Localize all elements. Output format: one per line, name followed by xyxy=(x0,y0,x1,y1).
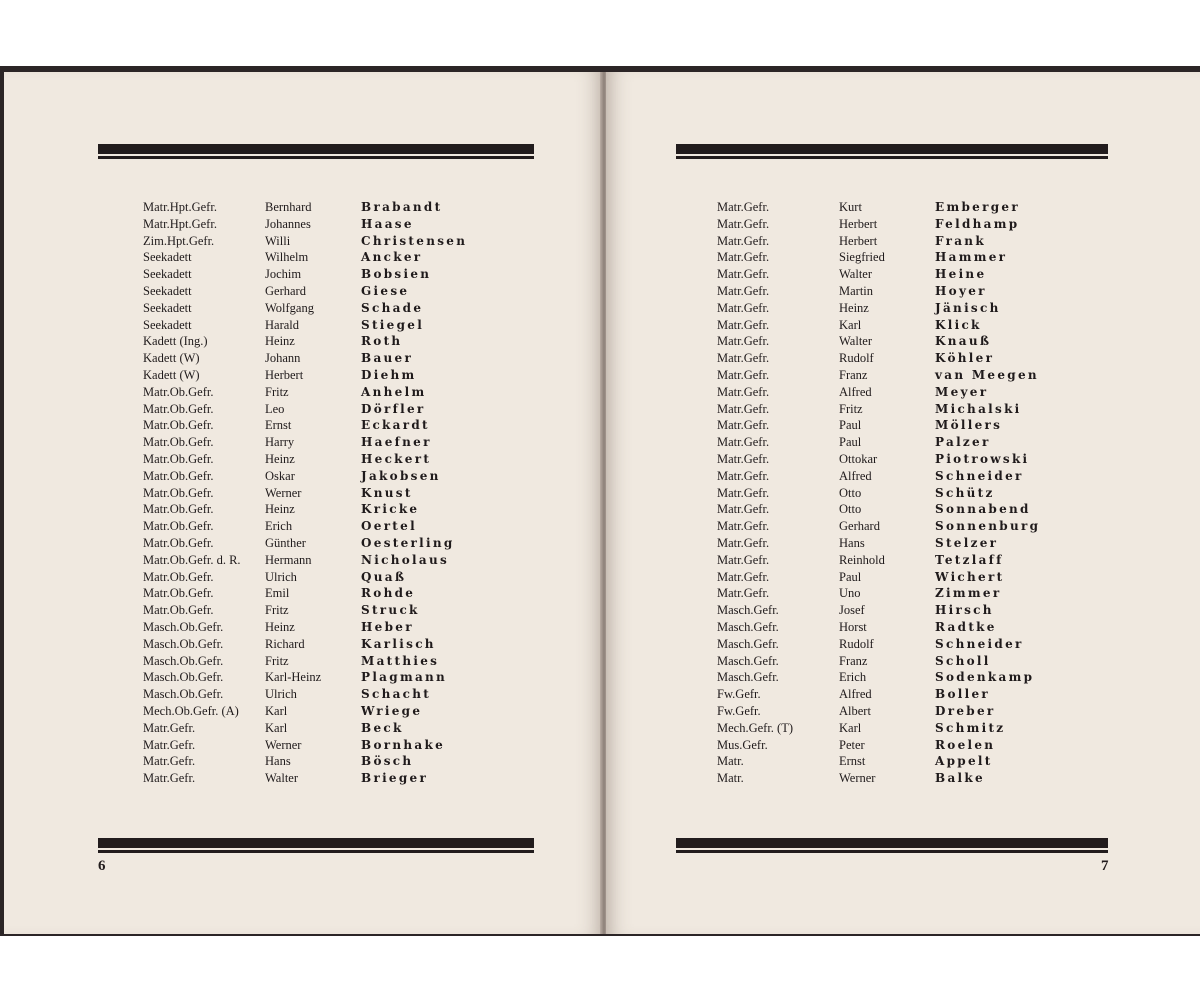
roster-first-name: Ernst xyxy=(839,754,866,769)
roster-row xyxy=(717,367,1040,384)
roster-surname: Klick xyxy=(935,317,982,332)
roster-rank: Masch.Ob.Gefr. xyxy=(143,619,224,634)
roster-surname: Jänisch xyxy=(935,300,1001,315)
roster-rank: Matr.Gefr. xyxy=(143,754,196,769)
roster-first-name: Ulrich xyxy=(265,687,297,702)
roster-row xyxy=(717,485,1040,502)
roster-first-name: Oskar xyxy=(265,468,295,483)
page-number: 7 xyxy=(1101,858,1109,874)
roster-first-name: Karl xyxy=(265,720,288,735)
crew-roster-left xyxy=(143,199,467,787)
roster-surname: Sodenkamp xyxy=(935,670,1035,685)
roster-row xyxy=(717,737,1040,754)
roster-surname: Oesterling xyxy=(361,535,455,550)
roster-surname: Kricke xyxy=(361,502,420,517)
roster-row xyxy=(143,737,467,754)
roster-row xyxy=(717,333,1040,350)
roster-surname: Feldhamp xyxy=(935,216,1020,231)
roster-surname: Schade xyxy=(361,300,424,315)
roster-rank: Matr.Gefr. xyxy=(717,216,770,231)
roster-first-name: Werner xyxy=(265,737,302,752)
roster-first-name: Fritz xyxy=(265,653,289,668)
roster-row xyxy=(143,770,467,787)
roster-row xyxy=(717,468,1040,485)
roster-first-name: Wilhelm xyxy=(265,250,309,265)
roster-surname: Schmitz xyxy=(935,720,1006,735)
roster-first-name: Alfred xyxy=(839,384,872,399)
roster-surname: van Meegen xyxy=(935,367,1039,382)
roster-first-name: Peter xyxy=(839,737,865,752)
roster-rank: Matr.Ob.Gefr. xyxy=(143,569,214,584)
roster-row xyxy=(143,350,467,367)
roster-surname: Roth xyxy=(361,334,403,349)
roster-row xyxy=(717,384,1040,401)
roster-row xyxy=(143,485,467,502)
roster-surname: Knust xyxy=(361,485,413,500)
roster-row xyxy=(717,720,1040,737)
roster-row xyxy=(143,552,467,569)
roster-surname: Boller xyxy=(935,687,991,702)
roster-surname: Frank xyxy=(935,233,986,248)
roster-first-name: Heinz xyxy=(839,300,869,315)
roster-surname: Hoyer xyxy=(935,283,987,298)
roster-row xyxy=(143,300,467,317)
roster-surname: Struck xyxy=(361,603,420,618)
roster-row xyxy=(717,317,1040,334)
roster-rank: Matr.Gefr. xyxy=(717,418,770,433)
roster-rank: Matr.Gefr. xyxy=(717,233,770,248)
roster-rank: Masch.Ob.Gefr. xyxy=(143,636,224,651)
roster-first-name: Johannes xyxy=(265,216,311,231)
roster-surname: Wichert xyxy=(935,569,1005,584)
roster-rank: Seekadett xyxy=(143,300,192,315)
roster-first-name: Otto xyxy=(839,485,862,500)
roster-rank: Matr.Gefr. xyxy=(717,569,770,584)
roster-first-name: Karl xyxy=(839,720,862,735)
roster-rank: Seekadett xyxy=(143,267,192,282)
roster-surname: Diehm xyxy=(361,367,417,382)
roster-first-name: Karl-Heinz xyxy=(265,670,322,685)
roster-surname: Jakobsen xyxy=(361,468,441,483)
roster-surname: Radtke xyxy=(935,619,997,634)
roster-first-name: Paul xyxy=(839,569,862,584)
roster-rank: Matr.Gefr. xyxy=(717,283,770,298)
roster-rank: Fw.Gefr. xyxy=(717,687,761,702)
roster-first-name: Walter xyxy=(839,267,873,282)
roster-surname: Quaß xyxy=(361,569,407,584)
roster-rank: Matr.Ob.Gefr. xyxy=(143,586,214,601)
roster-rank: Matr.Gefr. xyxy=(717,267,770,282)
roster-rank: Matr.Gefr. xyxy=(717,451,770,466)
roster-rank: Matr.Ob.Gefr. xyxy=(143,603,214,618)
roster-surname: Zimmer xyxy=(935,586,1002,601)
roster-surname: Schacht xyxy=(361,687,432,702)
roster-first-name: Johann xyxy=(265,351,301,366)
roster-row xyxy=(717,451,1040,468)
roster-first-name: Rudolf xyxy=(839,636,874,651)
roster-first-name: Paul xyxy=(839,418,862,433)
roster-first-name: Erich xyxy=(265,519,293,534)
roster-row xyxy=(143,669,467,686)
roster-row xyxy=(143,569,467,586)
roster-first-name: Hans xyxy=(839,535,865,550)
roster-surname: Heber xyxy=(361,619,414,634)
roster-rank: Matr.Ob.Gefr. xyxy=(143,502,214,517)
roster-surname: Bauer xyxy=(361,351,414,366)
roster-rank: Matr.Gefr. xyxy=(143,771,196,786)
roster-row xyxy=(717,770,1040,787)
roster-row xyxy=(717,401,1040,418)
roster-rank: Matr. xyxy=(717,771,744,786)
roster-rank: Masch.Gefr. xyxy=(717,670,779,685)
roster-rank: Kadett (Ing.) xyxy=(143,334,208,349)
roster-surname: Dörfler xyxy=(361,401,426,416)
roster-surname: Sonnenburg xyxy=(935,519,1041,534)
roster-surname: Oertel xyxy=(361,519,417,534)
roster-surname: Meyer xyxy=(935,384,989,399)
roster-row xyxy=(143,653,467,670)
roster-rank: Seekadett xyxy=(143,317,192,332)
roster-rank: Fw.Gefr. xyxy=(717,703,761,718)
roster-surname: Schneider xyxy=(935,468,1024,483)
roster-surname: Hirsch xyxy=(935,603,994,618)
roster-row xyxy=(717,552,1040,569)
roster-row xyxy=(143,468,467,485)
roster-row xyxy=(143,317,467,334)
roster-row xyxy=(143,501,467,518)
roster-surname: Heine xyxy=(935,267,987,282)
roster-rank: Matr.Gefr. xyxy=(717,586,770,601)
roster-row xyxy=(143,434,467,451)
roster-first-name: Karl xyxy=(265,703,288,718)
roster-rank: Matr.Gefr. xyxy=(717,367,770,382)
roster-row xyxy=(143,602,467,619)
roster-first-name: Otto xyxy=(839,502,862,517)
roster-first-name: Jochim xyxy=(265,267,302,282)
roster-surname: Beck xyxy=(361,720,404,735)
roster-first-name: Werner xyxy=(265,485,302,500)
roster-row xyxy=(717,585,1040,602)
roster-rank: Mech.Gefr. (T) xyxy=(717,720,794,735)
roster-rank: Matr.Gefr. xyxy=(717,468,770,483)
roster-row xyxy=(717,569,1040,586)
roster-rank: Matr.Ob.Gefr. d. R. xyxy=(143,552,241,567)
roster-first-name: Herbert xyxy=(265,367,304,382)
roster-rank: Masch.Ob.Gefr. xyxy=(143,670,224,685)
open-book xyxy=(0,66,1200,936)
roster-rank: Masch.Gefr. xyxy=(717,653,779,668)
roster-row xyxy=(717,216,1040,233)
roster-first-name: Richard xyxy=(265,636,305,651)
roster-rank: Matr.Gefr. xyxy=(717,384,770,399)
roster-first-name: Fritz xyxy=(839,401,863,416)
roster-surname: Scholl xyxy=(935,653,991,668)
roster-row xyxy=(143,367,467,384)
roster-surname: Stiegel xyxy=(361,317,425,332)
roster-surname: Hammer xyxy=(935,250,1008,265)
roster-first-name: Werner xyxy=(839,771,876,786)
roster-surname: Wriege xyxy=(361,703,423,718)
roster-first-name: Karl xyxy=(839,317,862,332)
roster-surname: Christensen xyxy=(361,233,468,248)
roster-rank: Matr.Ob.Gefr. xyxy=(143,418,214,433)
roster-rank: Matr.Gefr. xyxy=(717,317,770,332)
roster-surname: Roelen xyxy=(935,737,996,752)
roster-rank: Mus.Gefr. xyxy=(717,737,768,752)
roster-row xyxy=(143,384,467,401)
roster-row xyxy=(717,686,1040,703)
roster-row xyxy=(717,266,1040,283)
roster-row xyxy=(717,199,1040,216)
roster-rank: Matr.Ob.Gefr. xyxy=(143,519,214,534)
roster-first-name: Heinz xyxy=(265,502,295,517)
roster-surname: Rohde xyxy=(361,586,416,601)
roster-rank: Matr.Gefr. xyxy=(717,535,770,550)
roster-row xyxy=(143,720,467,737)
roster-rank: Zim.Hpt.Gefr. xyxy=(143,233,215,248)
roster-surname: Heckert xyxy=(361,451,432,466)
roster-rank: Matr.Gefr. xyxy=(717,351,770,366)
roster-surname: Piotrowski xyxy=(935,451,1030,466)
roster-rank: Matr.Gefr. xyxy=(717,502,770,517)
roster-first-name: Herbert xyxy=(839,233,878,248)
roster-row xyxy=(143,216,467,233)
roster-first-name: Harry xyxy=(265,435,295,450)
bottom-rule xyxy=(676,838,1108,850)
roster-rank: Matr.Gefr. xyxy=(717,250,770,265)
roster-rank: Matr.Gefr. xyxy=(143,720,196,735)
roster-rank: Matr.Ob.Gefr. xyxy=(143,485,214,500)
roster-first-name: Erich xyxy=(839,670,867,685)
roster-row xyxy=(717,434,1040,451)
roster-surname: Anhelm xyxy=(361,384,427,399)
roster-rank: Masch.Gefr. xyxy=(717,619,779,634)
roster-first-name: Franz xyxy=(839,367,868,382)
roster-rank: Matr.Gefr. xyxy=(717,300,770,315)
roster-rank: Masch.Gefr. xyxy=(717,636,779,651)
roster-surname: Emberger xyxy=(935,200,1020,214)
roster-surname: Appelt xyxy=(935,754,993,769)
roster-first-name: Heinz xyxy=(265,451,295,466)
roster-surname: Schütz xyxy=(935,485,995,500)
roster-rank: Kadett (W) xyxy=(143,351,200,366)
roster-rank: Matr.Ob.Gefr. xyxy=(143,535,214,550)
roster-row xyxy=(717,417,1040,434)
roster-row xyxy=(143,451,467,468)
roster-rank: Matr.Gefr. xyxy=(143,737,196,752)
roster-first-name: Gerhard xyxy=(265,283,306,298)
roster-surname: Knauß xyxy=(935,334,992,349)
roster-first-name: Willi xyxy=(265,233,291,248)
roster-surname: Bobsien xyxy=(361,267,432,282)
roster-row xyxy=(717,669,1040,686)
right-page xyxy=(606,72,1200,934)
roster-surname: Giese xyxy=(361,283,410,298)
roster-first-name: Hermann xyxy=(265,552,312,567)
roster-row xyxy=(717,753,1040,770)
roster-rank: Matr.Gefr. xyxy=(717,200,770,214)
roster-row xyxy=(717,283,1040,300)
roster-rank: Matr.Gefr. xyxy=(717,334,770,349)
roster-first-name: Albert xyxy=(839,703,871,718)
roster-first-name: Josef xyxy=(839,603,865,618)
roster-row xyxy=(143,333,467,350)
roster-rank: Matr.Ob.Gefr. xyxy=(143,468,214,483)
roster-row xyxy=(717,300,1040,317)
roster-first-name: Ulrich xyxy=(265,569,297,584)
roster-row xyxy=(717,501,1040,518)
roster-row xyxy=(143,535,467,552)
roster-row xyxy=(717,350,1040,367)
roster-first-name: Horst xyxy=(839,619,867,634)
roster-surname: Brabandt xyxy=(361,200,443,214)
roster-first-name: Kurt xyxy=(839,200,862,214)
roster-row xyxy=(143,636,467,653)
roster-row xyxy=(143,585,467,602)
roster-surname: Bösch xyxy=(361,754,414,769)
roster-row xyxy=(143,619,467,636)
roster-first-name: Herbert xyxy=(839,216,878,231)
roster-row xyxy=(143,703,467,720)
roster-first-name: Ernst xyxy=(265,418,292,433)
roster-rank: Matr.Gefr. xyxy=(717,519,770,534)
roster-surname: Brieger xyxy=(361,771,429,786)
roster-first-name: Paul xyxy=(839,435,862,450)
roster-first-name: Günther xyxy=(265,535,306,550)
roster-rank: Masch.Ob.Gefr. xyxy=(143,687,224,702)
roster-first-name: Wolfgang xyxy=(265,300,314,315)
roster-rank: Matr.Ob.Gefr. xyxy=(143,401,214,416)
roster-rank: Matr.Ob.Gefr. xyxy=(143,384,214,399)
roster-surname: Haase xyxy=(361,216,414,231)
roster-surname: Plagmann xyxy=(361,670,448,685)
roster-rank: Masch.Ob.Gefr. xyxy=(143,653,224,668)
roster-rank: Matr.Hpt.Gefr. xyxy=(143,200,217,214)
roster-row xyxy=(143,401,467,418)
roster-surname: Matthies xyxy=(361,653,440,668)
roster-rank: Matr. xyxy=(717,754,744,769)
roster-rank: Matr.Ob.Gefr. xyxy=(143,435,214,450)
roster-surname: Tetzlaff xyxy=(935,552,1004,567)
roster-row xyxy=(717,535,1040,552)
roster-first-name: Rudolf xyxy=(839,351,874,366)
roster-surname: Dreber xyxy=(935,703,996,718)
roster-row xyxy=(143,753,467,770)
roster-first-name: Alfred xyxy=(839,468,872,483)
roster-surname: Haefner xyxy=(361,435,432,450)
roster-row xyxy=(717,636,1040,653)
bottom-rule xyxy=(98,838,534,850)
roster-rank: Seekadett xyxy=(143,250,192,265)
roster-first-name: Bernhard xyxy=(265,200,312,214)
crew-roster-right xyxy=(717,199,1040,787)
roster-rank: Matr.Ob.Gefr. xyxy=(143,451,214,466)
roster-first-name: Martin xyxy=(839,283,874,298)
roster-surname: Ancker xyxy=(361,250,423,265)
roster-row xyxy=(717,249,1040,266)
roster-rank: Seekadett xyxy=(143,283,192,298)
roster-surname: Möllers xyxy=(935,418,1003,433)
roster-rank: Matr.Gefr. xyxy=(717,435,770,450)
roster-first-name: Leo xyxy=(265,401,285,416)
roster-row xyxy=(143,249,467,266)
roster-first-name: Alfred xyxy=(839,687,872,702)
roster-first-name: Emil xyxy=(265,586,290,601)
roster-row xyxy=(143,283,467,300)
page-number: 6 xyxy=(98,858,106,874)
roster-row xyxy=(143,417,467,434)
roster-first-name: Heinz xyxy=(265,334,295,349)
roster-surname: Stelzer xyxy=(935,535,999,550)
roster-rank: Matr.Gefr. xyxy=(717,401,770,416)
roster-surname: Eckardt xyxy=(361,418,430,433)
roster-row xyxy=(717,602,1040,619)
roster-surname: Michalski xyxy=(935,401,1022,416)
roster-surname: Bornhake xyxy=(361,737,446,752)
roster-row xyxy=(143,266,467,283)
roster-row xyxy=(717,518,1040,535)
roster-surname: Nicholaus xyxy=(361,552,450,567)
roster-row xyxy=(717,619,1040,636)
roster-first-name: Uno xyxy=(839,586,861,601)
roster-rank: Masch.Gefr. xyxy=(717,603,779,618)
roster-first-name: Hans xyxy=(265,754,291,769)
roster-rank: Mech.Ob.Gefr. (A) xyxy=(143,703,239,718)
roster-surname: Balke xyxy=(935,771,985,786)
roster-first-name: Gerhard xyxy=(839,519,880,534)
roster-row xyxy=(143,233,467,250)
roster-first-name: Walter xyxy=(839,334,873,349)
roster-rank: Matr.Gefr. xyxy=(717,485,770,500)
roster-first-name: Ottokar xyxy=(839,451,878,466)
roster-first-name: Siegfried xyxy=(839,250,885,265)
roster-row xyxy=(143,686,467,703)
left-page xyxy=(4,72,602,934)
roster-rank: Matr.Gefr. xyxy=(717,552,770,567)
roster-row xyxy=(717,233,1040,250)
top-rule xyxy=(676,144,1108,156)
roster-surname: Palzer xyxy=(935,435,991,450)
roster-surname: Sonnabend xyxy=(935,502,1031,517)
roster-rank: Kadett (W) xyxy=(143,367,200,382)
roster-surname: Karlisch xyxy=(361,636,436,651)
roster-row xyxy=(143,199,467,216)
roster-row xyxy=(143,518,467,535)
roster-surname: Schneider xyxy=(935,636,1024,651)
roster-row xyxy=(717,653,1040,670)
roster-first-name: Reinhold xyxy=(839,552,885,567)
roster-rank: Matr.Hpt.Gefr. xyxy=(143,216,217,231)
top-rule xyxy=(98,144,534,156)
roster-first-name: Franz xyxy=(839,653,868,668)
roster-row xyxy=(717,703,1040,720)
roster-first-name: Walter xyxy=(265,771,299,786)
roster-first-name: Harald xyxy=(265,317,300,332)
roster-first-name: Heinz xyxy=(265,619,295,634)
roster-first-name: Fritz xyxy=(265,603,289,618)
roster-surname: Köhler xyxy=(935,351,995,366)
roster-first-name: Fritz xyxy=(265,384,289,399)
